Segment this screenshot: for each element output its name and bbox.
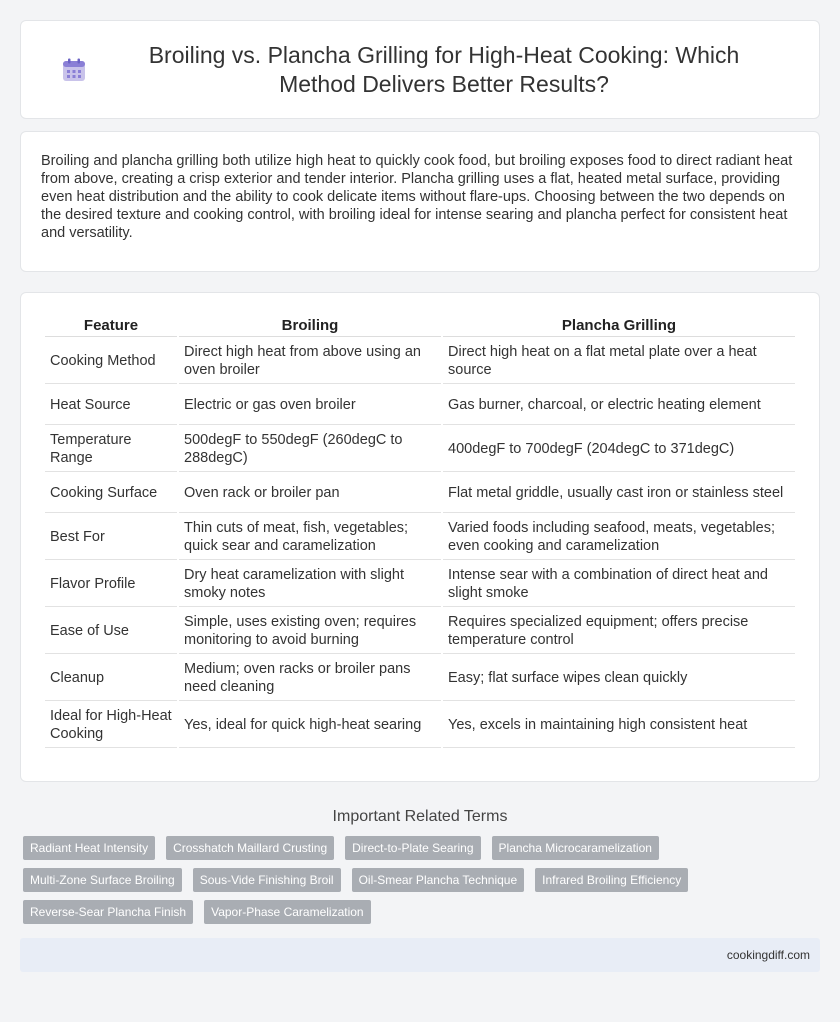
table-row: [45, 427, 795, 472]
related-tag[interactable]: Vapor-Phase Caramelization: [204, 900, 371, 924]
intro-paragraph: Broiling and plancha grilling both utilize high heat to quickly cook food, but broiling exposes food to direct radiant heat from above, creating a crisp exterior and tender interior. Plancha grilling uses a flat, heated metal surface, providing even heat distribution and the ability to cook delicate items without flare-ups. Choosing between the two depends on the desired texture and cooking control, with broiling ideal for intense searing and plancha perfect for consistent heat and versatility.: [41, 153, 793, 241]
header-feature: Feature: [45, 313, 177, 337]
footer: [20, 938, 820, 972]
feature-cell: Cleanup: [45, 656, 177, 701]
related-terms-section: [0, 808, 840, 932]
feature-cell: Ease of Use: [45, 609, 177, 654]
feature-cell: Temperature Range: [45, 427, 177, 472]
header-plancha: Plancha Grilling: [443, 313, 795, 337]
broiling-cell: 500degF to 550degF (260degC to 288degC): [179, 427, 441, 472]
comparison-card: [20, 292, 820, 782]
broiling-cell: Yes, ideal for quick high-heat searing: [179, 703, 441, 748]
table-row: [45, 703, 795, 748]
plancha-cell: 400degF to 700degF (204degC to 371degC): [443, 427, 795, 472]
intro-card: [20, 131, 820, 272]
feature-cell: Flavor Profile: [45, 562, 177, 607]
plancha-cell: Gas burner, charcoal, or electric heating element: [443, 386, 795, 425]
plancha-cell: Requires specialized equipment; offers precise temperature control: [443, 609, 795, 654]
feature-cell: Cooking Method: [45, 339, 177, 384]
feature-cell: Heat Source: [45, 386, 177, 425]
related-terms-title: Important Related Terms: [332, 808, 508, 825]
broiling-cell: Oven rack or broiler pan: [179, 474, 441, 513]
table-row: [45, 386, 795, 425]
table-row: [45, 339, 795, 384]
related-tags: [0, 836, 840, 932]
related-tag[interactable]: Radiant Heat Intensity: [23, 836, 155, 860]
comparison-table: [43, 311, 797, 750]
broiling-cell: Simple, uses existing oven; requires monitoring to avoid burning: [179, 609, 441, 654]
related-tag[interactable]: Multi-Zone Surface Broiling: [23, 868, 182, 892]
feature-cell: Ideal for High-Heat Cooking: [45, 703, 177, 748]
broiling-cell: Medium; oven racks or broiler pans need cleaning: [179, 656, 441, 701]
related-tag[interactable]: Sous-Vide Finishing Broil: [193, 868, 341, 892]
broiling-cell: Direct high heat from above using an oven broiler: [179, 339, 441, 384]
plancha-cell: Varied foods including seafood, meats, vegetables; even cooking and caramelization: [443, 515, 795, 560]
plancha-cell: Direct high heat on a flat metal plate over a heat source: [443, 339, 795, 384]
table-row: [45, 562, 795, 607]
broiling-cell: Dry heat caramelization with slight smoky notes: [179, 562, 441, 607]
related-tag[interactable]: Oil-Smear Plancha Technique: [352, 868, 525, 892]
footer-site-link[interactable]: cookingdiff.com: [726, 948, 810, 962]
table-row: [45, 474, 795, 513]
table-row: [45, 609, 795, 654]
plancha-cell: Yes, excels in maintaining high consistent heat: [443, 703, 795, 748]
calendar-icon: [61, 57, 87, 83]
related-tag[interactable]: Direct-to-Plate Searing: [345, 836, 480, 860]
feature-cell: Cooking Surface: [45, 474, 177, 513]
page-title: Broiling vs. Plancha Grilling for High-Heat Cooking: Which Method Delivers Better Results?: [148, 41, 740, 97]
plancha-cell: Flat metal griddle, usually cast iron or stainless steel: [443, 474, 795, 513]
related-tag[interactable]: Infrared Broiling Efficiency: [535, 868, 688, 892]
title-card: [20, 20, 820, 119]
broiling-cell: Thin cuts of meat, fish, vegetables; quick sear and caramelization: [179, 515, 441, 560]
table-row: [45, 515, 795, 560]
table-header-row: [45, 313, 795, 337]
plancha-cell: Easy; flat surface wipes clean quickly: [443, 656, 795, 701]
feature-cell: Best For: [45, 515, 177, 560]
table-row: [45, 656, 795, 701]
related-tag[interactable]: Plancha Microcaramelization: [492, 836, 659, 860]
broiling-cell: Electric or gas oven broiler: [179, 386, 441, 425]
plancha-cell: Intense sear with a combination of direct heat and slight smoke: [443, 562, 795, 607]
related-tag[interactable]: Crosshatch Maillard Crusting: [166, 836, 334, 860]
related-tag[interactable]: Reverse-Sear Plancha Finish: [23, 900, 193, 924]
header-broiling: Broiling: [179, 313, 441, 337]
